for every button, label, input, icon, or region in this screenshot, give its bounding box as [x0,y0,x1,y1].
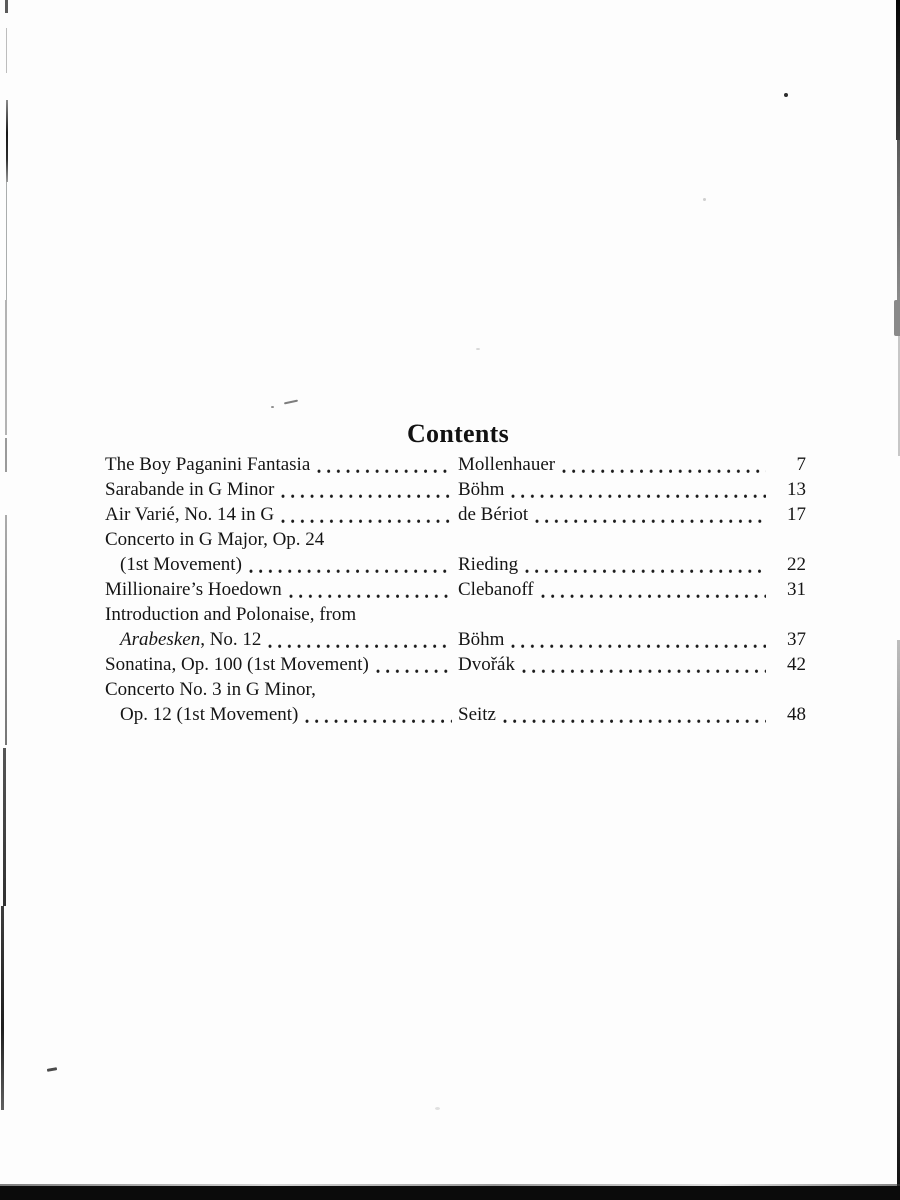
toc-row [105,502,806,527]
toc-row [105,602,806,627]
scan-artifact-left-crease [5,300,7,435]
scan-artifact-left-tick [5,0,8,13]
scan-artifact-left-crease [6,182,7,300]
scan-dash [47,1067,57,1072]
scan-artifact-left-crease [1,906,4,1110]
toc-entry-composer: de Bériot [458,504,529,525]
toc-title-cell [105,577,458,602]
dot-leader [499,702,766,727]
toc-entry-title: Introduction and Polonaise, from [105,604,357,625]
scan-artifact-left-crease [5,438,7,472]
dot-leader [507,627,766,652]
toc-entry-title: The Boy Paganini Fantasia [105,454,311,475]
scan-artifact-right-blotch [894,300,900,336]
toc-title-cell [105,652,458,677]
toc-entry-title: Concerto in G Major, Op. 24 [105,529,325,550]
toc-entry-page-number: 13 [787,479,806,500]
dot-leader [531,502,766,527]
toc-row [105,627,806,652]
toc-entry-title: Millionaire’s Hoedown [105,579,282,600]
dot-leader [277,502,452,527]
toc-row [105,452,806,477]
toc-row [105,677,806,702]
toc-entry-page-number: 48 [787,704,806,725]
toc-entry-page-number: 37 [787,629,806,650]
scan-artifact-bottom-smudge [0,1184,900,1186]
dot-leader [245,552,452,577]
toc-title-cell [105,677,806,702]
dot-leader [558,452,766,477]
scan-artifact-left-crease [6,100,8,182]
toc-title-cell [105,477,458,502]
toc-row [105,652,806,677]
scan-speck [435,1107,440,1110]
toc-entry-composer: Dvořák [458,654,515,675]
toc-entry-composer: Böhm [458,479,505,500]
dot-leader [507,477,766,502]
scan-artifact-left-crease [6,28,7,73]
toc-row [105,702,806,727]
scan-artifact-right-edge [896,0,900,140]
scan-speck [476,348,480,350]
toc-entry-composer: Seitz [458,704,496,725]
toc-entry-title: (1st Movement) [120,554,242,575]
toc-title-cell [105,702,458,727]
toc-entry-composer: Mollenhauer [458,454,556,475]
dot-leader [518,652,766,677]
scan-speck [703,198,706,201]
toc-entry-composer: Clebanoff [458,579,534,600]
toc-entry-title: Air Varié, No. 14 in G [105,504,275,525]
toc-entry-title: Arabesken, No. 12 [120,629,262,650]
toc-entry-title: Concerto No. 3 in G Minor, [105,679,316,700]
dot-leader [521,552,766,577]
toc-row [105,577,806,602]
dot-leader [301,702,452,727]
dot-leader [264,627,452,652]
toc-entry-title: Op. 12 (1st Movement) [120,704,299,725]
toc-entry-title: Sarabande in G Minor [105,479,275,500]
scan-artifact-left-crease [3,748,6,906]
scan-artifact-bottom-bar [0,1186,900,1200]
toc-title-cell [105,502,458,527]
toc-row [105,477,806,502]
toc-title-cell [105,527,806,552]
dot-leader [285,577,452,602]
toc-entry-title: Sonatina, Op. 100 (1st Movement) [105,654,369,675]
scan-speck [784,93,788,97]
toc-entry-page-number: 22 [787,554,806,575]
scan-speck [271,406,274,408]
scan-squiggle [284,400,298,405]
dot-leader [537,577,766,602]
toc-row [105,527,806,552]
toc-entry-composer: Rieding [458,554,519,575]
toc-title-cell [105,552,458,577]
toc-entry-page-number: 42 [787,654,806,675]
scan-artifact-left-crease [5,515,7,745]
toc-entry-page-number: 17 [787,504,806,525]
toc-title-cell [105,602,806,627]
dot-leader [313,452,452,477]
contents-heading: Contents [406,419,510,448]
dot-leader [372,652,452,677]
toc-entry-composer: Böhm [458,629,505,650]
contents-list [105,452,806,727]
toc-title-cell [105,452,458,477]
dot-leader [277,477,452,502]
toc-entry-page-number: 31 [787,579,806,600]
toc-title-cell [105,627,458,652]
toc-entry-page-number: 7 [796,454,806,475]
toc-row [105,552,806,577]
